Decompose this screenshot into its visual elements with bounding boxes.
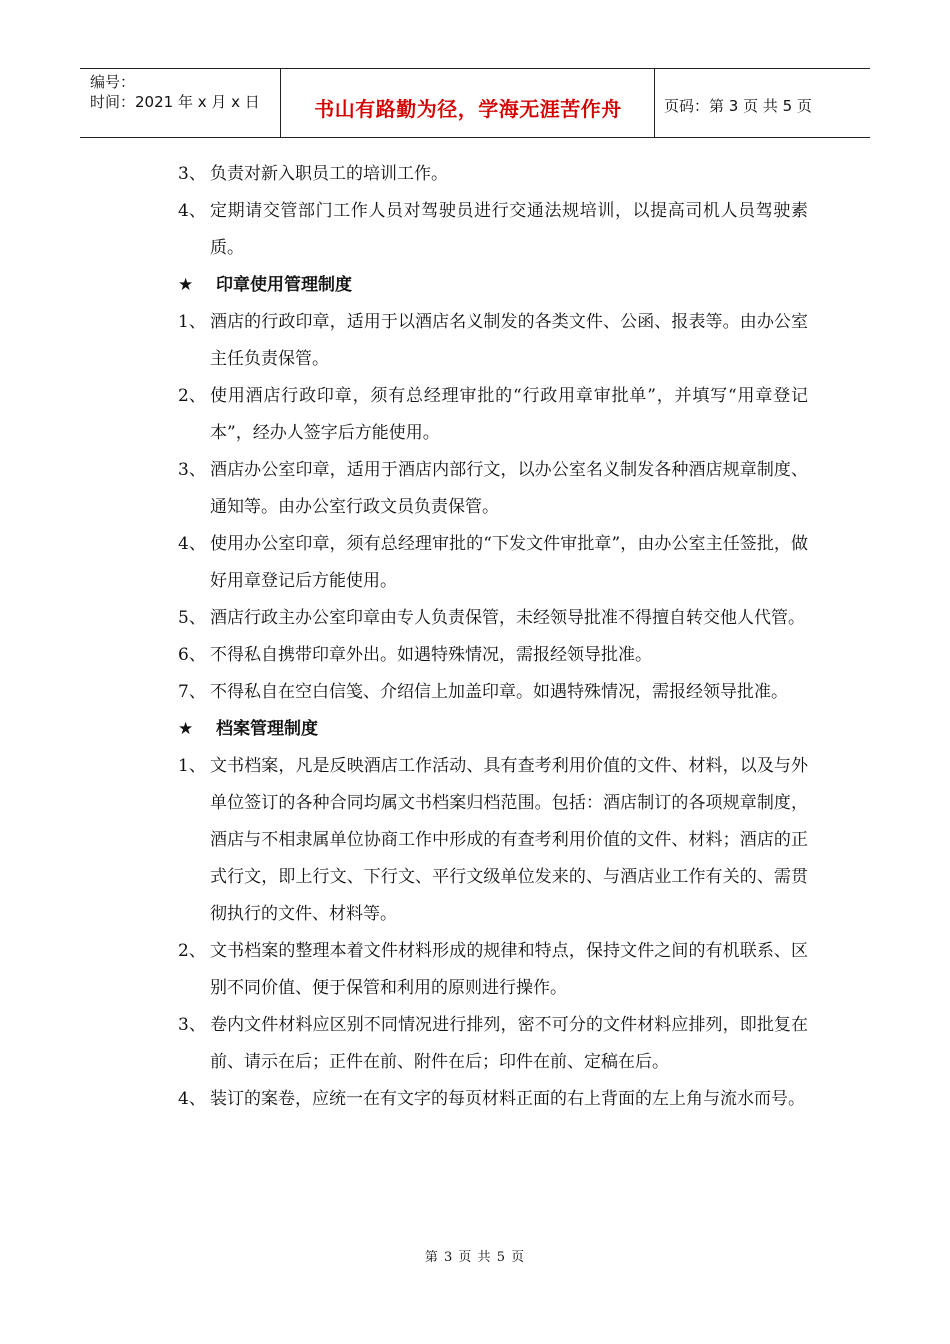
section-heading-archive — [178, 711, 808, 748]
section-title: 档案管理制度 — [216, 719, 318, 739]
item-text: 卷内文件材料应区别不同情况进行排列，密不可分的文件材料应排列，即批复在前、请示在后；正件在前、附件在后；印件在前、定稿在后。 — [210, 1015, 808, 1072]
star-icon: ★ — [178, 275, 194, 295]
time-label: 时间：2021 年 x 月 x 日 — [90, 93, 260, 111]
item-text: 酒店行政主办公室印章由专人负责保管，未经领导批准不得擅自转交他人代管。 — [210, 608, 805, 628]
list-item — [178, 156, 808, 193]
item-number: 6、 — [178, 645, 206, 665]
header-middle-cell — [282, 69, 655, 137]
item-text: 酒店的行政印章，适用于以酒店名义制发的各类文件、公函、报表等。由办公室主任负责保管。 — [210, 312, 808, 369]
serial-label: 编号： — [90, 73, 136, 91]
list-item — [178, 304, 808, 378]
list-item — [178, 600, 808, 637]
item-number: 3、 — [178, 1015, 206, 1035]
header-right-cell — [656, 69, 870, 137]
list-item — [178, 526, 808, 600]
item-text: 不得私自在空白信笺、介绍信上加盖印章。如遇特殊情况，需报经领导批准。 — [210, 682, 788, 702]
header-motto: 书山有路勤为径，学海无涯苦作舟 — [314, 97, 622, 121]
item-number: 4、 — [178, 201, 206, 221]
item-number: 1、 — [178, 312, 206, 332]
list-item — [178, 748, 808, 933]
item-number: 3、 — [178, 164, 206, 184]
list-item — [178, 1081, 808, 1118]
item-text: 文书档案，凡是反映酒店工作活动、具有查考利用价值的文件、材料，以及与外单位签订的各种合同均属文书档案归档范围。包括：酒店制订的各项规章制度，酒店与不相隶属单位协商工作中形成的有查考利用价值的文件、材料；酒店的正式行文，即上行文、下行文、平行文级单位发来的、与酒店业工作有关的、需贯彻执行的文件、材料等。 — [210, 756, 808, 924]
item-text: 使用酒店行政印章，须有总经理审批的“行政用章审批单”，并填写“用章登记本”，经办人签字后方能使用。 — [210, 386, 808, 443]
page-header — [80, 68, 870, 138]
item-text: 文书档案的整理本着文件材料形成的规律和特点，保持文件之间的有机联系、区别不同价值、便于保管和利用的原则进行操作。 — [210, 941, 808, 998]
page-footer: 第 3 页 共 5 页 — [424, 1250, 526, 1265]
item-number: 1、 — [178, 756, 206, 776]
list-item — [178, 933, 808, 1007]
list-item — [178, 674, 808, 711]
section-heading-seal — [178, 267, 808, 304]
list-item — [178, 637, 808, 674]
item-number: 4、 — [178, 1089, 206, 1109]
item-number: 2、 — [178, 941, 206, 961]
list-item — [178, 1007, 808, 1081]
item-number: 7、 — [178, 682, 206, 702]
item-number: 5、 — [178, 608, 206, 628]
list-item — [178, 193, 808, 267]
item-number: 4、 — [178, 534, 206, 554]
item-number: 3、 — [178, 460, 206, 480]
item-text: 负责对新入职员工的培训工作。 — [210, 164, 448, 184]
star-icon: ★ — [178, 719, 194, 739]
item-number: 2、 — [178, 386, 206, 406]
section-title: 印章使用管理制度 — [216, 275, 352, 295]
item-text: 定期请交管部门工作人员对驾驶员进行交通法规培训，以提高司机人员驾驶素质。 — [210, 201, 808, 258]
list-item — [178, 378, 808, 452]
header-left-cell — [80, 69, 281, 137]
header-page-number: 页码：第 3 页 共 5 页 — [664, 97, 812, 115]
list-item — [178, 452, 808, 526]
item-text: 不得私自携带印章外出。如遇特殊情况，需报经领导批准。 — [210, 645, 652, 665]
document-body — [178, 156, 808, 1118]
item-text: 酒店办公室印章，适用于酒店内部行文，以办公室名义制发各种酒店规章制度、通知等。由办公室行政文员负责保管。 — [210, 460, 808, 517]
item-text: 使用办公室印章，须有总经理审批的“下发文件审批章”，由办公室主任签批，做好用章登记后方能使用。 — [210, 534, 808, 591]
item-text: 装订的案卷，应统一在有文字的每页材料正面的右上背面的左上角与流水而号。 — [210, 1089, 805, 1109]
